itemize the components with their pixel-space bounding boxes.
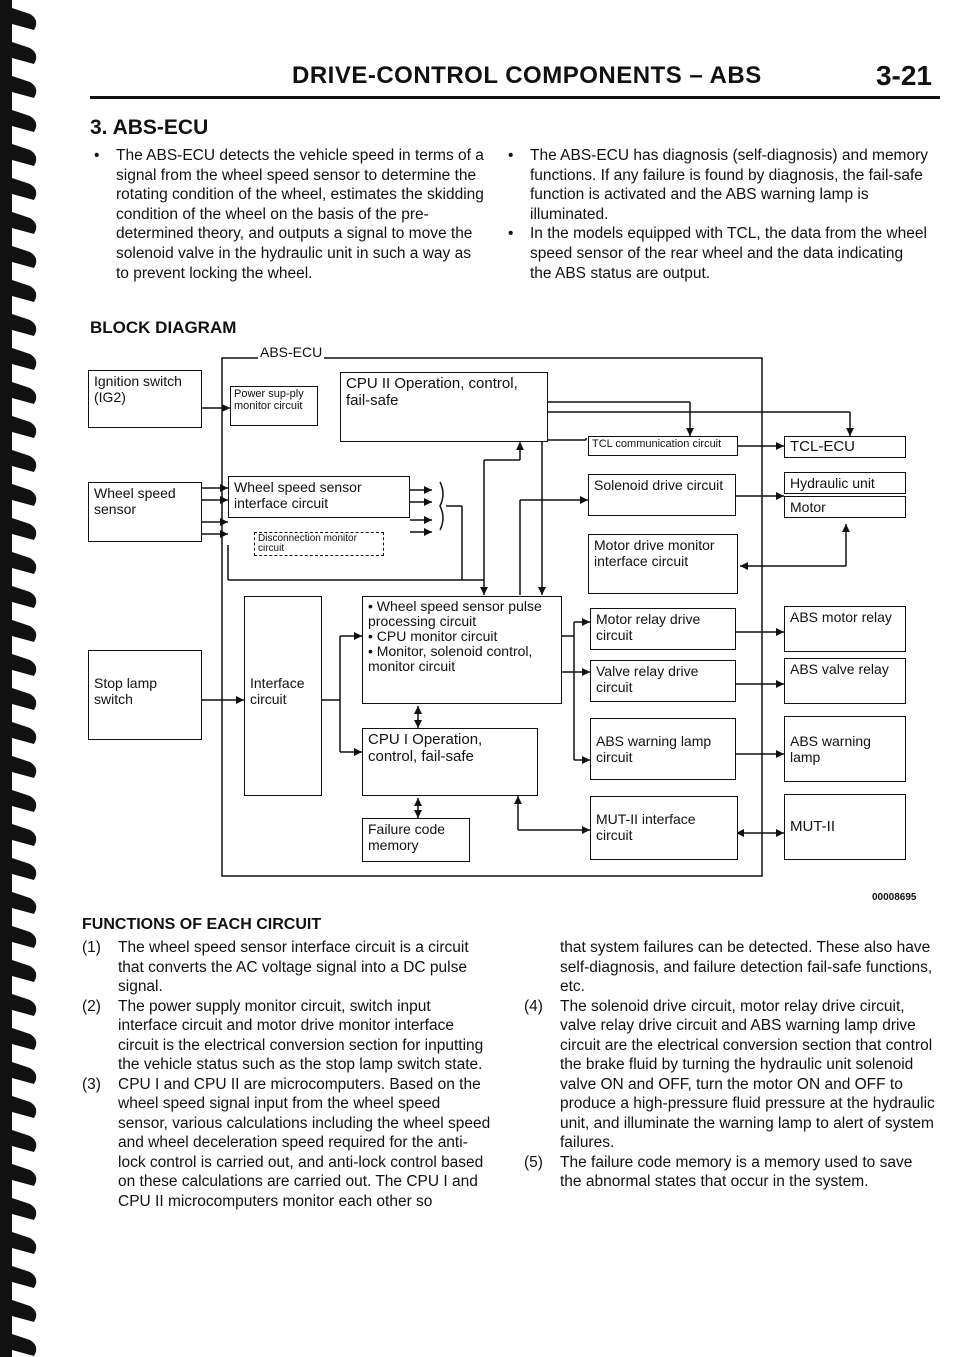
function-item: (4) The solenoid drive circuit, motor relay drive circuit, valve relay drive circuit and ABS warning lamp drive circuit are the electrical conversion section that control the brake fluid by turning the hydraulic unit solenoid valve ON and OFF, turn the motor ON and OFF to produce a high-pressure fluid pressure at the hydraulic unit, and illuminate the warning lamp to alert of system failures. [524, 997, 935, 1151]
motor-relay-drive-box: Motor relay drive circuit [590, 608, 736, 650]
stop-lamp-switch-box: Stop lamp switch [88, 650, 202, 740]
function-item-continued: that system failures can be detected. These also have self-diagnosis, and failure detection fail-safe functions, etc. [560, 939, 933, 995]
interface-circuit-box: Interface circuit [244, 596, 322, 796]
function-item: (5) The failure code memory is a memory used to save the abnormal states that occur in the system. [524, 1153, 913, 1190]
processing-item: • Wheel speed sensor pulse processing circuit [368, 598, 542, 629]
tcl-ecu-box: TCL-ECU [784, 436, 906, 458]
wss-interface-box: Wheel speed sensor interface circuit [228, 476, 410, 518]
motor-drive-monitor-box: Motor drive monitor interface circuit [588, 534, 738, 594]
abs-warning-circuit-box: ABS warning lamp circuit [590, 718, 736, 780]
functions-left [82, 938, 494, 1211]
page-number: 3-21 [875, 60, 932, 91]
power-supply-monitor-box: Power sup-ply monitor circuit [230, 386, 318, 426]
mut-box: MUT-II [784, 794, 906, 860]
abs-valve-relay-box: ABS valve relay [784, 658, 906, 704]
motor-box: Motor [784, 496, 906, 518]
function-item: (1) The wheel speed sensor interface circuit is a circuit that converts the AC voltage signal into a DC pulse signal. [82, 939, 469, 995]
functions-right [524, 938, 938, 1192]
processing-item: • CPU monitor circuit [368, 628, 498, 644]
wheel-speed-sensor-box: Wheel speed sensor [88, 482, 202, 542]
abs-warning-lamp-box: ABS warning lamp [784, 716, 906, 782]
functions-title: FUNCTIONS OF EACH CIRCUIT [82, 916, 322, 933]
function-item: (3) CPU I and CPU II are microcomputers. Based on the wheel speed signal input from the wheel speed sensor, various calculations including the wheel speed and wheel deceleration speed required for the anti-lock control is carried out, and anti-lock control based on these calculations are carried out. The CPU I and CPU II microcomputers monitor each other so [82, 1075, 491, 1210]
disconnection-monitor-box: Disconnection monitor circuit [254, 532, 384, 556]
block-diagram-title: BLOCK DIAGRAM [90, 318, 237, 337]
ecu-label: ABS-ECU [260, 344, 323, 360]
hydraulic-unit-box: Hydraulic unit [784, 472, 906, 494]
header-title: DRIVE-CONTROL COMPONENTS – ABS [292, 62, 762, 89]
solenoid-drive-box: Solenoid drive circuit [588, 474, 736, 516]
mut-interface-box: MUT-II interface circuit [590, 796, 738, 860]
ignition-switch-box: Ignition switch (IG2) [88, 370, 202, 428]
failure-code-memory-box: Failure code memory [362, 818, 470, 862]
processing-box [362, 596, 562, 704]
figure-code: 00008695 [872, 892, 917, 903]
section-title: 3. ABS-ECU [90, 116, 209, 139]
tcl-comm-box: TCL communication circuit [588, 436, 738, 456]
valve-relay-drive-box: Valve relay drive circuit [590, 660, 736, 702]
cpu1-box: CPU I Operation, control, fail-safe [362, 728, 538, 796]
function-item: (2) The power supply monitor circuit, switch input interface circuit and motor drive monitor interface circuit is the electrical conversion section for inputting the vehicle status such as the stop lamp switch state. [82, 997, 484, 1073]
abs-motor-relay-box: ABS motor relay [784, 606, 906, 652]
intro-right-item: • In the models equipped with TCL, the data from the wheel speed sensor of the rear wheel and the data indicating the ABS status are output. [508, 225, 927, 282]
intro-right-item: • The ABS-ECU has diagnosis (self-diagnosis) and memory functions. If any failure is found by diagnosis, the fail-safe function is activated and the ABS warning lamp is illuminated. [508, 147, 929, 223]
processing-item: • Monitor, solenoid control, monitor circuit [368, 643, 533, 674]
cpu2-box: CPU II Operation, control, fail-safe [340, 372, 548, 442]
intro-left-item: • The ABS-ECU detects the vehicle speed in terms of a signal from the wheel speed sensor to determine the rotating condition of the wheel, estimates the skidding condition of the wheel on the basis of the pre-determined theory, and outputs a signal to move the solenoid valve in the hydraulic unit in such a way as to prevent locking the wheel. [94, 147, 484, 282]
